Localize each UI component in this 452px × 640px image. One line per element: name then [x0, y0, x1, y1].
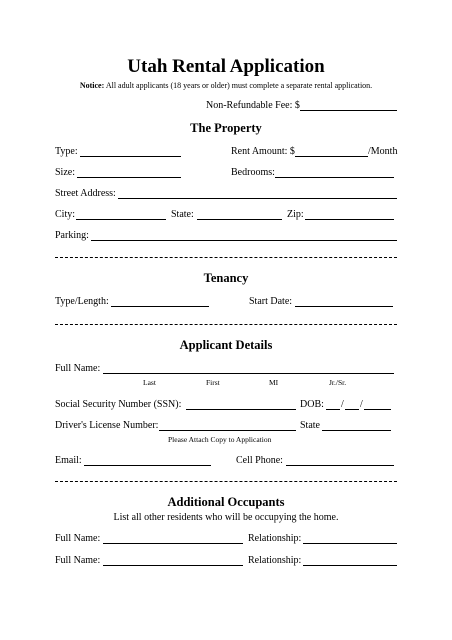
occupant-full-name-field[interactable] — [103, 543, 243, 544]
street-address-field[interactable] — [118, 198, 397, 199]
section-heading-occupants: Additional Occupants — [167, 495, 285, 509]
license-state-field[interactable] — [322, 430, 391, 431]
street-address-label: Street Address: — [55, 188, 116, 199]
month-label: /Month — [368, 146, 398, 157]
occupant-relationship-field[interactable] — [303, 565, 397, 566]
type-label: Type: — [55, 146, 78, 157]
cell-phone-label: Cell Phone: — [236, 455, 283, 466]
fee-label: Non-Refundable Fee: $ — [206, 100, 300, 111]
dob-month-field[interactable] — [326, 409, 340, 410]
dob-separator: / — [360, 399, 363, 410]
license-state-label: State — [300, 420, 320, 431]
section-heading-applicant: Applicant Details — [179, 338, 273, 352]
attach-note: Please Attach Copy to Application — [168, 435, 272, 444]
cell-phone-field[interactable] — [286, 465, 394, 466]
name-part-mi: MI — [269, 378, 279, 387]
type-length-label: Type/Length: — [55, 296, 109, 307]
notice-label: Notice: — [79, 81, 105, 90]
section-divider — [55, 324, 397, 325]
dob-day-field[interactable] — [345, 409, 359, 410]
license-label: Driver's License Number: — [55, 420, 159, 431]
occupant-relationship-field[interactable] — [303, 543, 397, 544]
dob-label: DOB: — [300, 399, 324, 410]
name-part-suffix: Jr./Sr. — [329, 378, 347, 387]
license-field[interactable] — [159, 430, 296, 431]
dob-year-field[interactable] — [364, 409, 391, 410]
occupant-relationship-label: Relationship: — [248, 533, 302, 544]
notice-body: All adult applicants (18 years or older) must complete a separate rental application. — [104, 81, 373, 90]
city-label: City: — [55, 209, 76, 220]
size-label: Size: — [55, 167, 75, 178]
form-title: Utah Rental Application — [127, 56, 325, 77]
ssn-field[interactable] — [186, 409, 296, 410]
name-part-last: Last — [143, 378, 156, 387]
email-field[interactable] — [84, 465, 211, 466]
start-date-label: Start Date: — [249, 296, 293, 307]
start-date-field[interactable] — [295, 306, 393, 307]
size-field[interactable] — [77, 177, 181, 178]
applicant-full-name-label: Full Name: — [55, 363, 101, 374]
city-field[interactable] — [76, 219, 166, 220]
occupant-relationship-label: Relationship: — [248, 555, 302, 566]
fee-field[interactable] — [300, 110, 397, 111]
bedrooms-field[interactable] — [275, 177, 394, 178]
rent-label: Rent Amount: $ — [231, 146, 295, 157]
email-label: Email: — [55, 455, 82, 466]
state-field[interactable] — [197, 219, 282, 220]
parking-label: Parking: — [55, 230, 89, 241]
ssn-label: Social Security Number (SSN): — [55, 399, 182, 410]
state-label: State: — [171, 209, 194, 220]
parking-field[interactable] — [91, 240, 397, 241]
occupant-full-name-field[interactable] — [103, 565, 243, 566]
notice-text — [0, 81, 452, 90]
rent-field[interactable] — [295, 156, 368, 157]
type-field[interactable] — [80, 156, 181, 157]
occupant-full-name-label: Full Name: — [55, 555, 101, 566]
section-divider — [55, 257, 397, 258]
name-part-first: First — [206, 378, 220, 387]
section-heading-tenancy: Tenancy — [203, 271, 249, 285]
applicant-full-name-field[interactable] — [103, 373, 394, 374]
occupants-subtext: List all other residents who will be occupying the home. — [113, 512, 339, 523]
zip-label: Zip: — [287, 209, 304, 220]
type-length-field[interactable] — [111, 306, 209, 307]
bedrooms-label: Bedrooms: — [231, 167, 275, 178]
zip-field[interactable] — [305, 219, 394, 220]
occupant-full-name-label: Full Name: — [55, 533, 101, 544]
dob-separator: / — [341, 399, 344, 410]
section-heading-property: The Property — [190, 121, 262, 135]
section-divider — [55, 481, 397, 482]
